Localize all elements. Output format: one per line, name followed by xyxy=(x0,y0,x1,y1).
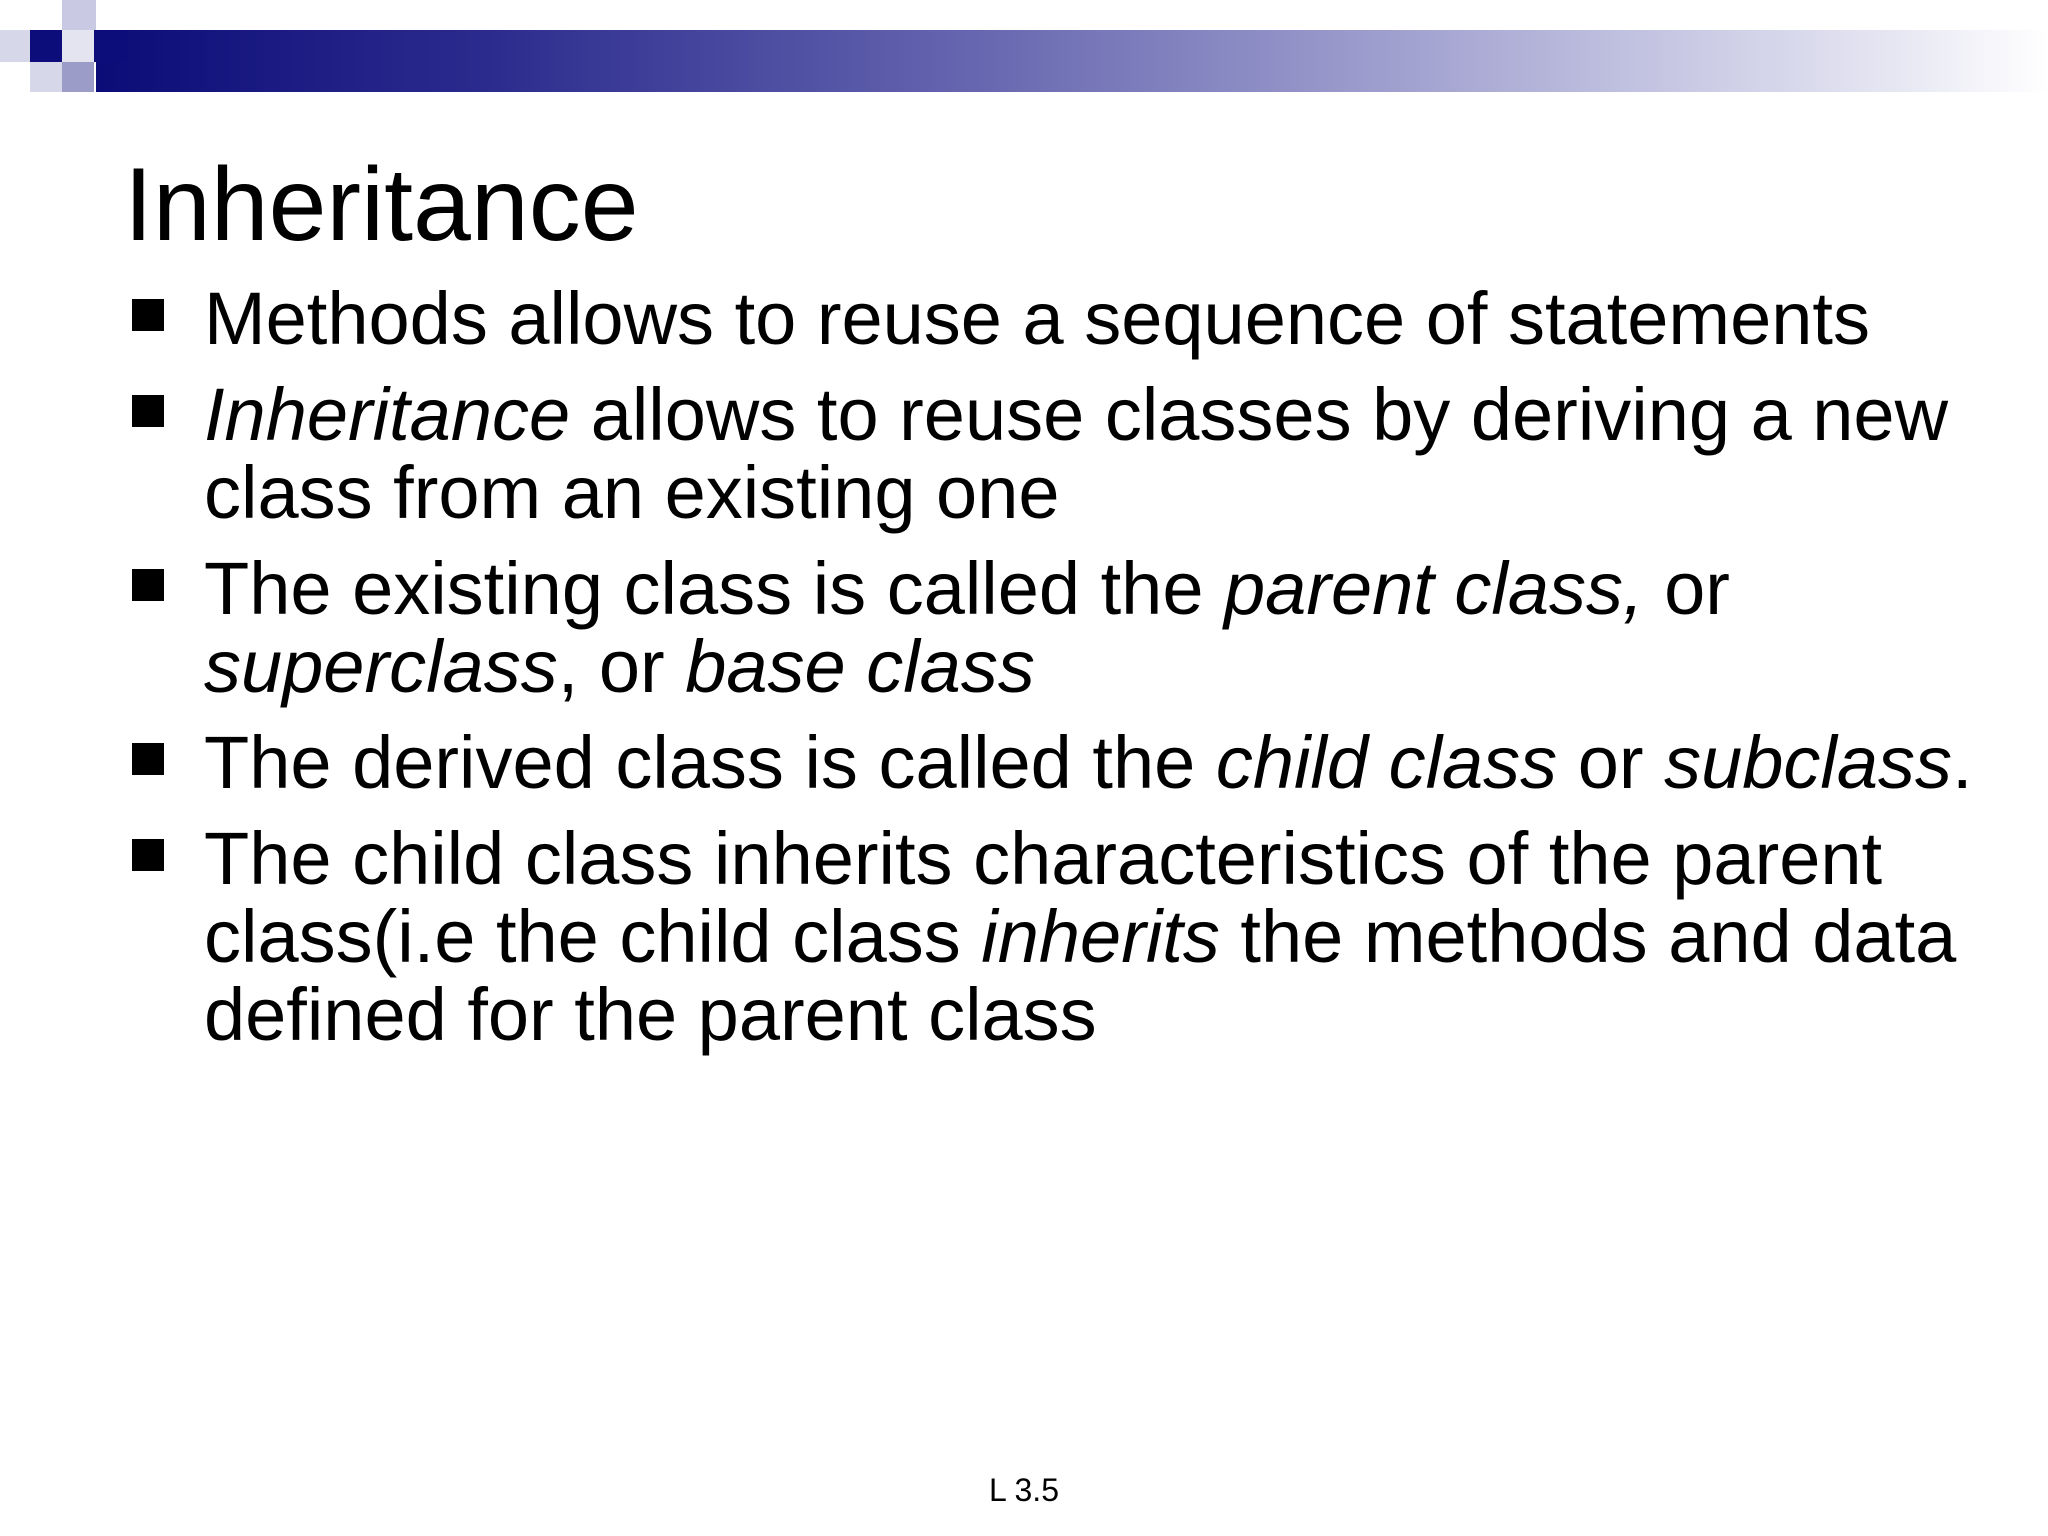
header-decoration-square xyxy=(30,62,62,92)
bullet-segment: or xyxy=(1643,547,1730,630)
bullet-segment: The derived class is called the xyxy=(204,721,1216,804)
bullet-segment-italic: child class xyxy=(1215,721,1558,804)
bullet-segment-italic: superclass xyxy=(204,625,558,708)
square-bullet-icon xyxy=(132,743,164,775)
bullet-segment: , or xyxy=(557,625,686,708)
header-gradient-band xyxy=(96,30,2048,92)
header-decoration-square xyxy=(0,30,30,62)
bullet-segment: The child class inherits characteristics of the parent class(i.e the child class xyxy=(204,817,1883,978)
slide-number: L 3.5 xyxy=(989,1472,1059,1508)
bullet-segment: allows to reuse classes by deriving a new class from an existing one xyxy=(204,373,1949,534)
square-bullet-icon xyxy=(132,395,164,427)
bullet-text xyxy=(204,547,1730,708)
bullet-segment-italic: parent class, xyxy=(1224,547,1644,630)
bullet-segment: The existing class is called the xyxy=(204,547,1225,630)
bullet-list xyxy=(124,277,2004,1072)
bullet-segment-italic: subclass xyxy=(1664,721,1953,804)
bullet-segment-italic: Inheritance xyxy=(204,373,571,456)
bullet-text xyxy=(204,277,1870,360)
square-bullet-icon xyxy=(132,299,164,331)
bullet-item xyxy=(124,277,2004,360)
bullet-segment-italic: base class xyxy=(685,625,1035,708)
bullet-item xyxy=(124,373,2004,534)
bullet-segment: Methods allows to reuse a sequence of statements xyxy=(204,277,1870,360)
bullet-item xyxy=(124,547,2004,708)
header-decoration-square xyxy=(94,30,128,62)
bullet-item xyxy=(124,817,2004,1056)
slide-title: Inheritance xyxy=(124,147,639,263)
bullet-item xyxy=(124,721,2004,804)
header-decoration-square xyxy=(30,30,62,62)
header-decoration-square xyxy=(62,0,96,30)
bullet-segment-italic: inherits xyxy=(981,895,1220,978)
header-decoration-square xyxy=(62,62,94,92)
header-decoration-square xyxy=(62,30,94,62)
square-bullet-icon xyxy=(132,839,164,871)
header-decoration-square xyxy=(96,0,154,30)
header-decoration-square xyxy=(0,0,30,30)
bullet-segment: . xyxy=(1952,721,1973,804)
bullet-segment: the methods and data defined for the parent class xyxy=(204,895,1957,1056)
bullet-text xyxy=(204,721,1973,804)
bullet-text xyxy=(204,373,1948,534)
bullet-text xyxy=(204,817,1956,1056)
bullet-segment: or xyxy=(1557,721,1665,804)
square-bullet-icon xyxy=(132,569,164,601)
